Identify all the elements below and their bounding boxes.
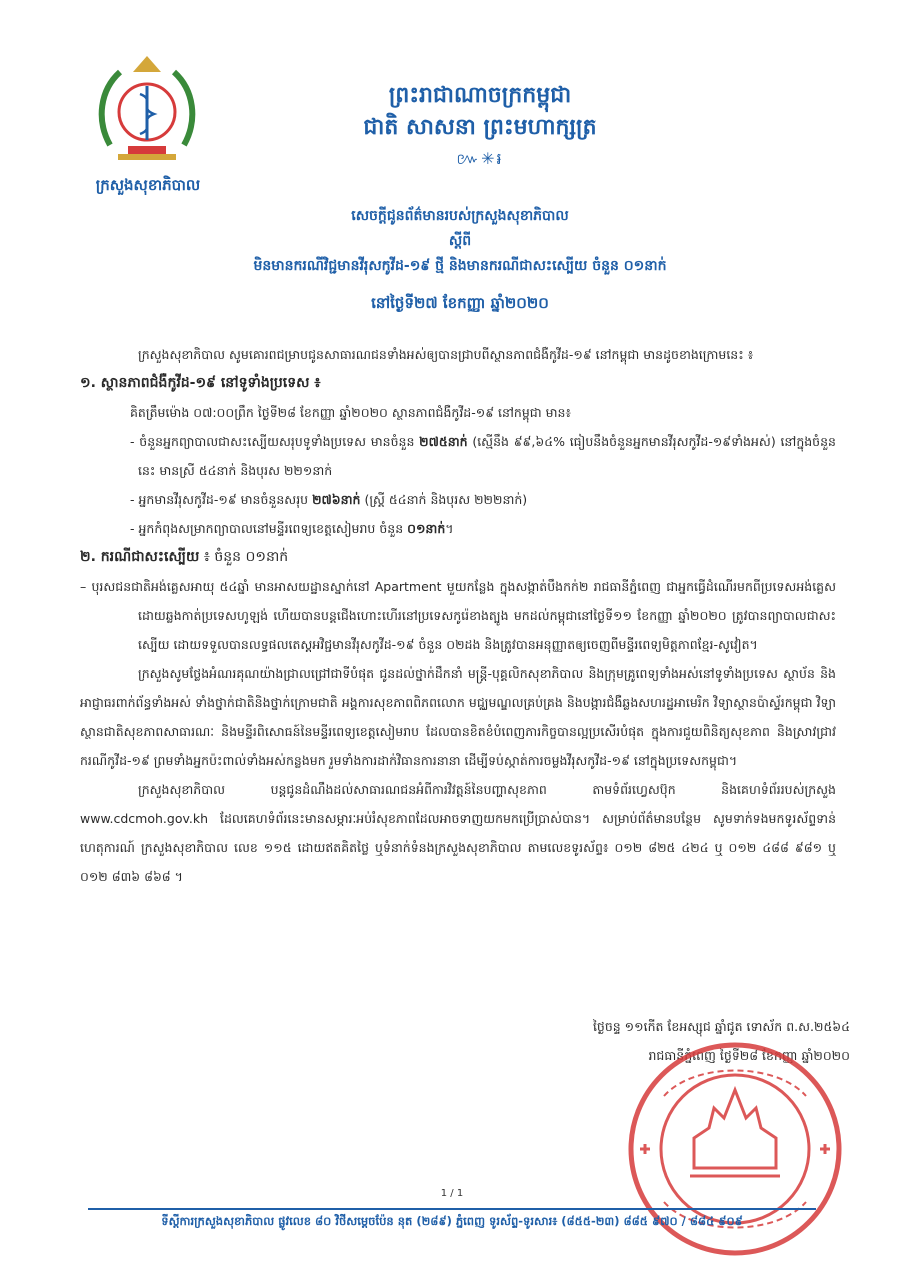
page-number: 1 / 1 (440, 1188, 464, 1199)
bullet-total-text-a: - អ្នកមានវីរុសកូវីដ-១៩ មានចំនួនសរុប (130, 492, 313, 507)
kingdom-motto (300, 80, 660, 144)
lunar-date: ថ្ងៃចន្ទ ១១កើត ខែអស្សុជ ឆ្នាំជូត ទោស័ក ព.ស.២៥៦៤ (592, 1019, 850, 1034)
ministry-emblem-icon (88, 50, 206, 168)
bullet-recovered (80, 427, 836, 485)
thanks-paragraph: ក្រសួងសូមថ្លែងអំណរគុណយ៉ាងជ្រាលជ្រៅជាទីបំផុត ជូនដល់ថ្នាក់ដឹកនាំ មន្ត្រី-បុគ្គលិកសុខាភិបាល និងក្រុមគ្រូពេទ្យទាំងអស់នៅទូទាំងប្រទេស ស្ថាប័ន និងអាជ្ញាធរពាក់ព័ន្ធទាំងអស់ ទាំងថ្នាក់ជាតិនិងថ្នាក់ក្រោមជាតិ អង្គការសុខភាពពិភពលោក មជ្ឈមណ្ឌលគ្រប់គ្រង និងបង្ការជំងឺឆ្លងសហរដ្ឋអាមេរិក វិទ្យាស្ថានប៉ាស្ទ័រកម្ពុជា វិទ្យាស្ថានជាតិសុខភាពសាធារណៈ និងមន្ទីរពិសោធន៍នៃមន្ទីរពេទ្យខេត្តសៀមរាប ដែលបានខិតខំបំពេញភារកិច្ចបានល្អប្រសើរបំផុត ក្នុងការជួយពិនិត្យសុខភាព និងស្រាវជ្រាវករណីកូវីដ-១៩ ព្រមទាំងអ្នកប៉ះពាល់ទាំងអស់កន្លងមក រួមទាំងការដាក់វិធានការនានា ដើម្បីទប់ស្កាត់ការចម្លងវីរុសកូវីដ-១៩ នៅក្នុងប្រទេសកម្ពុជា។ (80, 666, 836, 768)
section-2-heading (80, 543, 836, 572)
kingdom-line-2: ជាតិ សាសនា ព្រះមហាក្សត្រ (363, 115, 597, 140)
section-2-heading-a: ២. ករណីជាសះស្បើយ (80, 549, 200, 565)
bullet-recovered-text-c: (ស្មើនឹង ៩៩,៦៤% ធៀបនឹងចំនួនអ្នកមានវីរុសកូវីដ-១៩ទាំងអស់) នៅក្នុងចំនួននេះ មានស្រី ៥៤នាក់ និងបុរស ២២១នាក់ (138, 434, 836, 478)
case-paragraph: – បុរសជនជាតិអង់គ្លេសអាយុ ៥៤ឆ្នាំ មានអាសយដ្ឋានស្នាក់នៅ Apartment មួយកន្លែង ក្នុងសង្កាត់បឹងកក់២ រាជធានីភ្នំពេញ ជាអ្នកធ្វើដំណើរមកពីប្រទេសអង់គ្លេស ដោយឆ្លងកាត់ប្រទេសហូឡង់ ហើយបានបន្តជើងហោះហើរនៅប្រទេសកូរ៉េខាងត្បូង មកដល់កម្ពុជានៅថ្ងៃទី១១ ខែកញ្ញា ឆ្នាំ២០២០ ត្រូវបានព្យាបាលជាសះស្បើយ ដោយទទួលបានលទ្ធផលតេស្តអវិជ្ជមានវីរុសកូវីដ-១៩ ចំនួន ០២ដង និងត្រូវបានអនុញ្ញាតឲ្យចេញពីមន្ទីរពេទ្យមិត្តភាពខ្មែរ-សូវៀត។ (80, 579, 836, 652)
footer-address: ទីស្តីការក្រសួងសុខាភិបាល ផ្លូវលេខ ៨០ វិថីសម្តេចប៉ែន នុត (២៨៩) ភ្នំពេញ ទូរស័ព្ទ-ទូរសារ៖ (៨៥៥-២៣) ៨៨៥ ៩៧០ / ៨៨៤ ៩០៩ (161, 1214, 743, 1228)
total-cases: ២៧៦នាក់ (312, 492, 361, 507)
kingdom-line-1: ព្រះរាជាណាចក្រកម្ពុជា (388, 83, 572, 108)
intro-paragraph: ក្រសួងសុខាភិបាល សូមគោរពជម្រាបជូនសាធារណជនទាំងអស់ឲ្យបានជ្រាបពីស្ថានភាពជំងឺកូវីដ-១៩ នៅកម្ពុជា មានដូចខាងក្រោមនេះ ៖ (138, 347, 754, 362)
bullet-treatment-text-a: - អ្នកកំពុងសម្រាកព្យាបាលនៅមន្ទីរពេទ្យខេត្តសៀមរាប ចំនួន (130, 521, 408, 536)
document-title (90, 204, 830, 316)
contact-paragraph: ក្រសួងសុខាភិបាល បន្តជូនដំណឹងដល់សាធារណជនអំពីការវិវត្តន៍នៃបញ្ហាសុខភាព តាមទំព័រហ្វេសប៊ុក និងគេហទំព័ររបស់ក្រសួង www.cdcmoh.gov.kh ដែលគេហទំព័រនេះមានសម្ភារៈអប់រំសុខភាពដែលអាចទាញយកមកប្រើប្រាស់បាន។ សម្រាប់ព័ត៌មានបន្ថែម សូមទាក់ទងមកទូរស័ព្ទទាន់ហេតុការណ៍ ក្រសួងសុខាភិបាល លេខ ១១៥ ដោយឥតគិតថ្លៃ ឬទំនាក់ទំនងក្រសួងសុខាភិបាល តាមលេខទូរស័ព្ទ៖ ០១២ ៨២៥ ៤២៤ ឬ ០១២ ៤៨៨ ៩៨១ ឬ ០១២ ៨៣៦ ៨៦៨ ។ (80, 782, 836, 884)
section-1-lead: គិតត្រឹមម៉ោង ០៧:០០ព្រឹក ថ្ងៃទី២៨ ខែកញ្ញា ឆ្នាំ២០២០ ស្ថានភាពជំងឺកូវីដ-១៩ នៅកម្ពុជា មាន៖ (130, 405, 571, 420)
ornament-divider: ៚✳៛ (456, 149, 504, 168)
recovered-total: ២៧៥នាក់ (419, 434, 468, 449)
in-treatment-count: ០១នាក់ (407, 521, 446, 536)
section-2-heading-b: ៖ ចំនួន ០១នាក់ (199, 549, 289, 565)
solar-date: រាជធានីភ្នំពេញ ថ្ងៃទី២៨ ខែកញ្ញា ឆ្នាំ២០២០ (648, 1048, 850, 1063)
bullet-treatment-text-c: ។ (445, 521, 454, 536)
bullet-total-cases (80, 485, 836, 514)
document-body (80, 340, 836, 891)
section-1-heading: ១. ស្ថានភាពជំងឺកូវីដ-១៩ នៅទូទាំងប្រទេស ៖ (80, 375, 321, 391)
bullet-recovered-text-a: - ចំនួនអ្នកព្យាបាលជាសះស្បើយសរុបទូទាំងប្រទេស មានចំនួន (130, 434, 420, 449)
ministry-name: ក្រសួងសុខាភិបាល (95, 176, 201, 194)
title-date: នៅថ្ងៃទី២៧ ខែកញ្ញា ឆ្នាំ២០២០ (371, 294, 549, 312)
footer-divider (88, 1208, 816, 1210)
bullet-total-text-c: (ស្ត្រី ៥៤នាក់ និងបុរស ២២២នាក់) (360, 492, 528, 507)
bullet-in-treatment (80, 514, 836, 543)
title-line-1: សេចក្តីជូនព័ត៌មានរបស់ក្រសួងសុខាភិបាល (351, 208, 569, 224)
title-line-3: មិនមានករណីវិជ្ជមានវីរុសកូវីដ-១៩ ថ្មី និងមានករណីជាសះស្បើយ ចំនួន ០១នាក់ (253, 258, 667, 274)
title-line-2: ស្តីពី (448, 233, 472, 249)
